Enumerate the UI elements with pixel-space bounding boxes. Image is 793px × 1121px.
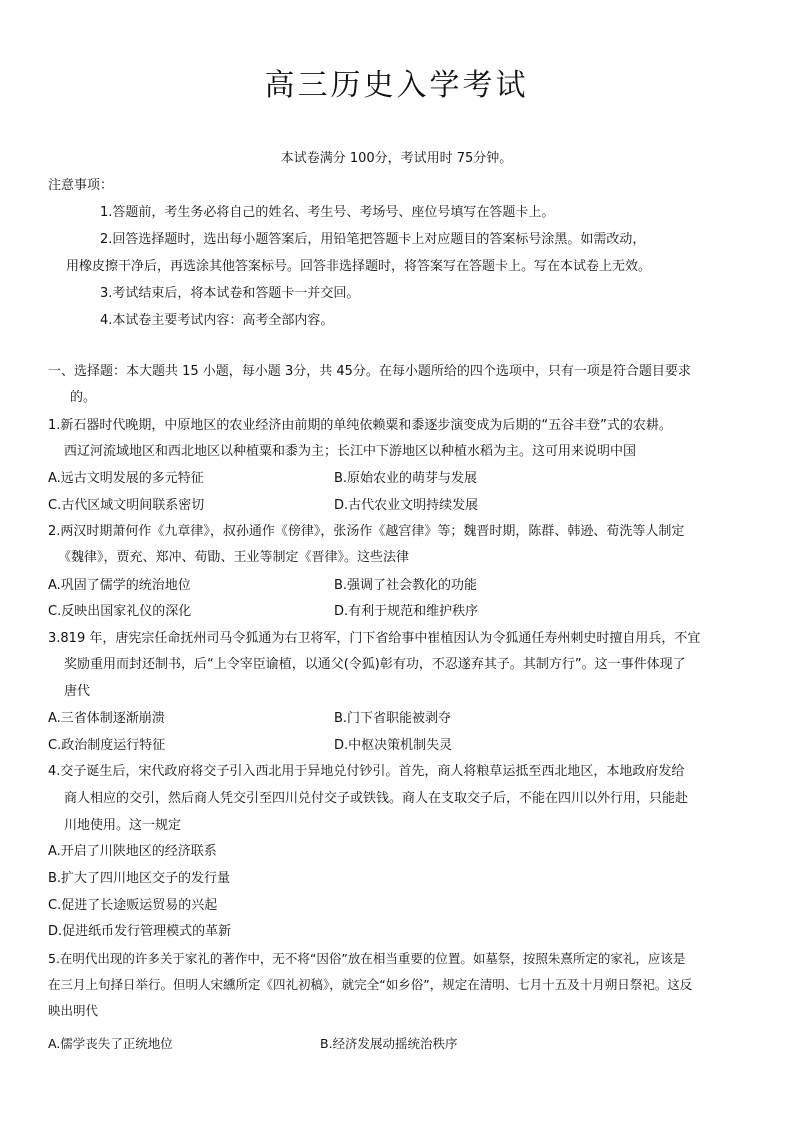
q2-option-d: D.有利于规范和维护秩序 [334, 604, 479, 619]
notice-item: 用橡皮擦干净后，再选涂其他答案标号。回答非选择题时，将答案写在答题卡上。写在本试卷上无效。 [66, 259, 652, 274]
question-5-text: 5.在明代出现的许多关于家礼的著作中，无不将“因俗”放在相当重要的位置。如墓祭，按照朱熹所定的家礼，应该是 [48, 951, 686, 966]
q5-option-b: B.经济发展动摇统治秩序 [320, 1036, 458, 1051]
question-4-text: 4.交子诞生后，宋代政府将交子引入西北用于异地兑付钞引。首先，商人将粮草运抵至西北地区，本地政府发给 [48, 764, 685, 779]
question-2-text: 2.两汉时期萧何作《九章律》，叔孙通作《傍律》，张汤作《越宫律》等；魏晋时期，陈群、韩逊、荀洗等人制定 [48, 524, 685, 539]
question-3-text: 3.819 年，唐宪宗任命抚州司马令狐通为右卫将军，门下省给事中崔植因认为令狐通任寿州刺史时擅自用兵，不宜 [48, 631, 701, 646]
q2-option-a: A.巩固了儒学的统治地位 [48, 578, 191, 593]
notice-item: 3.考试结束后，将本试卷和答题卡一并交回。 [100, 286, 360, 301]
question-1-text: 1.新石器时代晚期，中原地区的农业经济由前期的单纯依赖粟和黍逐步演变成为后期的“五谷丰登”式的农耕。 [48, 418, 672, 433]
exam-title: 高三历史入学考试 [264, 68, 529, 103]
q4-option-b: B.扩大了四川地区交子的发行量 [48, 871, 231, 886]
notice-item: 2.回答选择题时，选出每小题答案后，用铅笔把答题卡上对应题目的答案标号涂黑。如需改动， [100, 232, 646, 247]
exam-subtitle: 本试卷满分 100分，考试用时 75分钟。 [280, 151, 513, 166]
section-heading-cont: 的。 [70, 390, 97, 405]
q3-option-c: C.政治制度运行特征 [48, 738, 166, 753]
question-1-text: 西辽河流域地区和西北地区以种植粟和黍为主；长江中下游地区以种植水稻为主。这可用来说明中国 [64, 444, 637, 459]
q4-option-c: C.促进了长途贩运贸易的兴起 [48, 898, 218, 913]
question-4-text: 川地使用。这一规定 [64, 818, 182, 833]
q3-option-d: D.中枢决策机制失灵 [334, 738, 453, 753]
question-3-text: 奖励重用而封还制书，后“上令宰臣谕植，以通父(令狐)彰有功，不忍遂弃其子。其制方行”。这一事件体现了 [64, 657, 686, 672]
q3-option-b: B.门下省职能被剥夺 [334, 711, 452, 726]
question-4-text: 商人相应的交引，然后商人凭交引至四川兑付交子或铁钱。商人在支取交子后，不能在四川以外行用，只能赴 [64, 791, 689, 806]
question-5-text: 映出明代 [48, 1003, 99, 1018]
question-2-text: 《魏律》，贾充、郑冲、荀勖、王业等制定《晋律》。这些法律 [58, 550, 410, 565]
notice-heading: 注意事项： [48, 178, 114, 193]
notice-item: 1.答题前，考生务必将自己的姓名、考生号、考场号、座位号填写在答题卡上。 [100, 205, 555, 220]
q3-option-a: A.三省体制逐渐崩溃 [48, 711, 165, 726]
q4-option-d: D.促进纸币发行管理模式的革新 [48, 924, 232, 939]
q1-option-a: A.远古文明发展的多元特征 [48, 471, 204, 486]
question-3-text: 唐代 [64, 684, 91, 699]
q5-option-a: A.儒学丧失了正统地位 [48, 1036, 173, 1051]
question-5-text: 在三月上旬择日举行。但明人宋纁所定《四礼初稿》，就完全“如乡俗”，规定在清明、七月十五及十月朔日祭祀。这反 [48, 977, 693, 992]
q1-option-c: C.古代区域文明间联系密切 [48, 498, 205, 513]
q1-option-d: D.古代农业文明持续发展 [334, 498, 479, 513]
notice-item: 4.本试卷主要考试内容：高考全部内容。 [100, 313, 334, 328]
q1-option-b: B.原始农业的萌芽与发展 [334, 471, 478, 486]
q2-option-b: B.强调了社会教化的功能 [334, 578, 478, 593]
q2-option-c: C.反映出国家礼仪的深化 [48, 604, 192, 619]
q4-option-a: A.开启了川陕地区的经济联系 [48, 844, 217, 859]
section-heading: 一、选择题：本大题共 15 小题，每小题 3分，共 45分。在每小题所给的四个选项中，只有一项是符合题目要求 [48, 364, 691, 379]
